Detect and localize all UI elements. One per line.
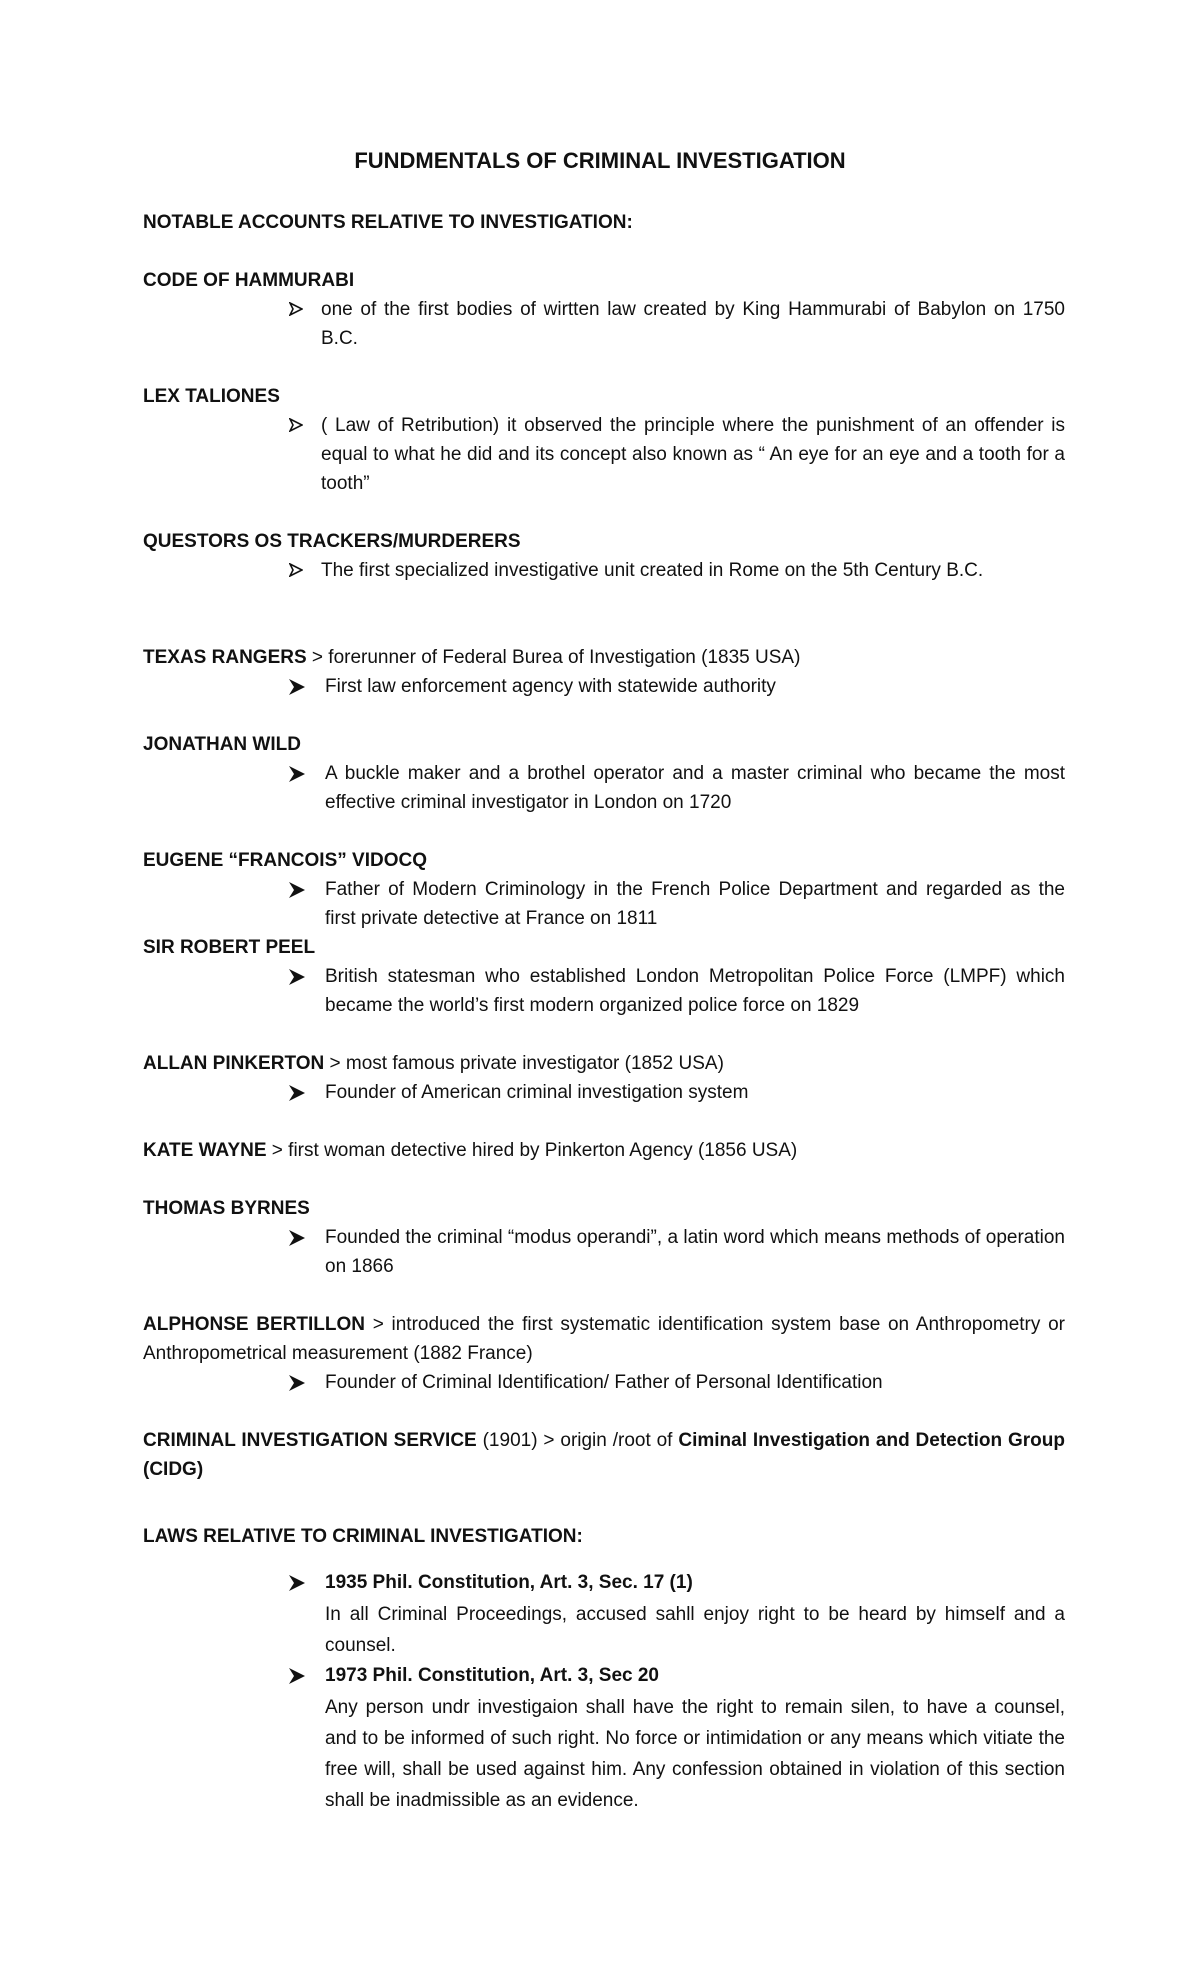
- laws-heading: LAWS RELATIVE TO CRIMINAL INVESTIGATION:: [143, 1526, 583, 1547]
- law-1935-title: 1935 Phil. Constitution, Art. 3, Sec. 17 (1): [325, 1572, 693, 1593]
- bullet-arrow-icon: [288, 759, 308, 788]
- entry-vidocq-bullet: Father of Modern Criminology in the French Police Department and regarded as the first private detective at France on 1811: [325, 879, 1065, 929]
- bullet-arrow-icon: [288, 672, 308, 701]
- entry-wild-bullet: A buckle maker and a brothel operator and a master criminal who became the most effective criminal investigator in London on 1720: [325, 763, 1065, 813]
- entry-cis-desc: (1901) > origin /root of: [476, 1430, 679, 1451]
- entry-questors-bullet: The first specialized investigative unit created in Rome on the 5th Century B.C.: [321, 560, 984, 581]
- entry-pinkerton-line: [143, 1049, 724, 1078]
- entry-peel-name: SIR ROBERT PEEL: [143, 937, 316, 958]
- notable-accounts-heading: NOTABLE ACCOUNTS RELATIVE TO INVESTIGATION:: [143, 212, 633, 233]
- entry-pinkerton-bullet: Founder of American criminal investigation system: [325, 1082, 749, 1103]
- entry-texas-bullet: First law enforcement agency with statewide authority: [325, 676, 776, 697]
- bullet-arrow-icon: [288, 1568, 308, 1597]
- entry-wayne-desc: > first woman detective hired by Pinkerton Agency (1856 USA): [266, 1140, 798, 1161]
- law-1935-text: In all Criminal Proceedings, accused sahll enjoy right to be heard by himself and a counsel.: [325, 1604, 1065, 1656]
- entry-wild-name: JONATHAN WILD: [143, 734, 301, 755]
- entry-questors-name: QUESTORS OS TRACKERS/MURDERERS: [143, 531, 521, 552]
- entry-wayne-name: KATE WAYNE: [143, 1140, 267, 1161]
- entry-texas-name: TEXAS RANGERS: [143, 647, 307, 668]
- law-1973-text: Any person undr investigaion shall have the right to remain silen, to have a counsel, and to be informed of such right. No force or intimidation or any means which vitiate the free will, shall be used against him. Any confession obtained in violation of this section shall be inadmissible as an evidence.: [325, 1697, 1065, 1811]
- entry-bertillon-name: ALPHONSE BERTILLON: [143, 1314, 365, 1335]
- entry-cis-para: [143, 1426, 1065, 1484]
- bullet-arrow-icon: [289, 295, 309, 324]
- entry-byrnes-bullet: Founded the criminal “modus operandi”, a latin word which means methods of operation on 1866: [325, 1227, 1065, 1277]
- entry-texas-line: [143, 643, 800, 672]
- bullet-arrow-icon: [288, 962, 308, 991]
- bullet-arrow-icon: [288, 875, 308, 904]
- entry-bertillon-para: [143, 1310, 1065, 1368]
- bullet-arrow-icon: [288, 1223, 308, 1252]
- bullet-arrow-icon: [289, 411, 309, 440]
- bullet-arrow-icon: [288, 1661, 308, 1690]
- entry-lex-name: LEX TALIONES: [143, 386, 280, 407]
- document-title: FUNDMENTALS OF CRIMINAL INVESTIGATION: [354, 148, 846, 173]
- entry-texas-desc: > forerunner of Federal Burea of Investigation (1835 USA): [306, 647, 801, 668]
- entry-vidocq-name: EUGENE “FRANCOIS” VIDOCQ: [143, 850, 427, 871]
- entry-wayne-line: [143, 1136, 797, 1165]
- entry-bertillon-desc: > introduced the first systematic identification system base on Anthropometry or Anthropometrical measurement (1882 France): [143, 1314, 1065, 1364]
- bullet-arrow-icon: [289, 556, 309, 585]
- bullet-arrow-icon: [288, 1368, 308, 1397]
- entry-pinkerton-desc: > most famous private investigator (1852 USA): [324, 1053, 724, 1074]
- entry-pinkerton-name: ALLAN PINKERTON: [143, 1053, 325, 1074]
- bullet-arrow-icon: [288, 1078, 308, 1107]
- entry-lex-bullet: ( Law of Retribution) it observed the principle where the punishment of an offender is equal to what he did and its concept also known as “ An eye for an eye and a tooth for a tooth”: [321, 415, 1065, 494]
- entry-bertillon-bullet: Founder of Criminal Identification/ Father of Personal Identification: [325, 1372, 883, 1393]
- entry-peel-bullet: British statesman who established London Metropolitan Police Force (LMPF) which became the world’s first modern organized police force on 1829: [325, 966, 1065, 1016]
- entry-cis-bold-tail: Ciminal Investigation and Detection Group (CIDG): [143, 1430, 1065, 1480]
- entry-hammurabi-bullet: one of the first bodies of wirtten law created by King Hammurabi of Babylon on 1750 B.C.: [321, 299, 1065, 349]
- entry-byrnes-name: THOMAS BYRNES: [143, 1198, 310, 1219]
- law-1973-title: 1973 Phil. Constitution, Art. 3, Sec 20: [325, 1665, 659, 1686]
- entry-hammurabi-name: CODE OF HAMMURABI: [143, 270, 355, 291]
- entry-cis-name: CRIMINAL INVESTIGATION SERVICE: [143, 1430, 477, 1451]
